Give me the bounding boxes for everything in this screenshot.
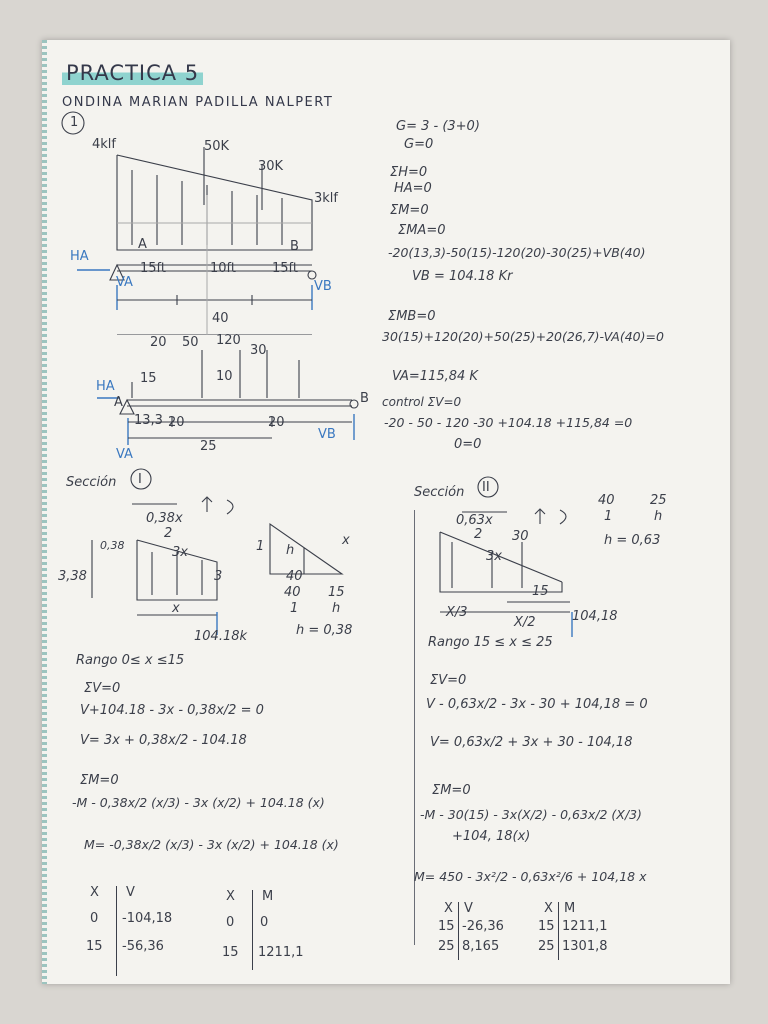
sm-2: ΣM=0 bbox=[432, 783, 471, 798]
label-b-1: B bbox=[290, 239, 299, 254]
table-m-2-h1: X bbox=[544, 901, 553, 916]
v-eq2-2: V= 0,63x/2 + 3x + 30 - 104,18 bbox=[430, 735, 633, 750]
label-vb-2: VB bbox=[318, 427, 336, 442]
section-1-load-top: 0,38x bbox=[146, 511, 183, 526]
label-va-2: VA bbox=[116, 447, 133, 462]
table-v-1-r0c0: 0 bbox=[90, 911, 99, 926]
table-m-1-h1: X bbox=[226, 889, 235, 904]
problem-number: 1 bbox=[70, 115, 79, 130]
m-eq1-2: -M - 30(15) - 3x(X/2) - 0,63x/2 (X/3) bbox=[420, 807, 642, 822]
section-2-3x: 3x bbox=[486, 549, 502, 564]
m-eq1-1: -M - 0,38x/2 (x/3) - 3x (x/2) + 104.18 (x) bbox=[72, 795, 325, 810]
label-a-2: A bbox=[114, 395, 123, 410]
eq-ha0: HA=0 bbox=[394, 181, 432, 196]
h-value-1: h = 0,38 bbox=[296, 623, 353, 638]
load-3klf: 3klf bbox=[314, 191, 338, 206]
span-15ft-1: 15ft bbox=[140, 261, 166, 276]
h-value-2: h = 0,63 bbox=[604, 533, 661, 548]
load-4klf: 4klf bbox=[92, 137, 116, 152]
eq-sum-mb: ΣMB=0 bbox=[388, 309, 436, 324]
ratio-2-left-den: 1 bbox=[604, 509, 613, 524]
span-total-40: 40 bbox=[212, 311, 229, 326]
load-50k: 50K bbox=[204, 139, 230, 154]
table-m-1-h2: M bbox=[262, 889, 274, 904]
eq-vb: VB = 104.18 Kr bbox=[412, 269, 513, 284]
table-m-2-r1c1: 1301,8 bbox=[562, 939, 608, 954]
eq-sum-h: ΣH=0 bbox=[390, 165, 428, 180]
resultant-20: 20 bbox=[150, 335, 167, 350]
table-v-2-h2: V bbox=[464, 901, 473, 916]
eq-ma: -20(13,3)-50(15)-120(20)-30(25)+VB(40) bbox=[388, 245, 646, 260]
v-eq1-1: V+104.18 - 3x - 0,38x/2 = 0 bbox=[80, 703, 264, 718]
section-2-load-top: 0,63x bbox=[456, 513, 493, 528]
eq-va: VA=115,84 K bbox=[392, 369, 478, 384]
section-1-3: 3 bbox=[214, 569, 223, 584]
table-v-2-rule bbox=[458, 902, 459, 960]
eq-g2: G=0 bbox=[404, 137, 434, 152]
table-v-1-r1c0: 15 bbox=[86, 939, 103, 954]
table-v-1-r0c1: -104,18 bbox=[122, 911, 173, 926]
table-v-1 bbox=[86, 886, 206, 976]
table-v-1-rule bbox=[116, 886, 117, 976]
section-1-reaction: 104.18k bbox=[194, 629, 248, 644]
section-2-load-top-den: 2 bbox=[474, 527, 483, 542]
eq-control: control ΣV=0 bbox=[382, 395, 462, 409]
eq-zero: 0=0 bbox=[454, 437, 482, 452]
section-2-30: 30 bbox=[512, 529, 529, 544]
section-1-side-total: 3,38 bbox=[58, 569, 87, 584]
table-v-2-r1c1: 8,165 bbox=[462, 939, 500, 954]
table-v-2-r0c0: 15 bbox=[438, 919, 455, 934]
dist-25: 25 bbox=[200, 439, 217, 454]
author-name: ONDINA MARIAN PADILLA NALPERT bbox=[62, 95, 334, 110]
section-1-x: x bbox=[172, 601, 180, 616]
table-m-2-rule bbox=[558, 902, 559, 960]
page-margin-binding bbox=[42, 40, 47, 984]
eq-control-sum: -20 - 50 - 120 -30 +104.18 +115,84 =0 bbox=[384, 415, 633, 430]
page-title: PRACTICA 5 bbox=[62, 62, 203, 85]
tri-1: 1 bbox=[256, 539, 265, 554]
table-v-2-r0c1: -26,36 bbox=[462, 919, 504, 934]
v-eq1-2: V - 0,63x/2 - 3x - 30 + 104,18 = 0 bbox=[426, 697, 648, 712]
sm-1: ΣM=0 bbox=[80, 773, 119, 788]
table-m-2-r0c1: 1211,1 bbox=[562, 919, 608, 934]
tri-40: 40 bbox=[286, 569, 303, 584]
v-eq2-1: V= 3x + 0,38x/2 - 104.18 bbox=[80, 733, 247, 748]
section-2-label: Sección bbox=[414, 485, 465, 500]
table-m-1-rule bbox=[252, 890, 253, 970]
load-30k: 30K bbox=[258, 159, 284, 174]
resultant-50: 50 bbox=[182, 335, 199, 350]
eq-mb: 30(15)+120(20)+50(25)+20(26,7)-VA(40)=0 bbox=[382, 329, 664, 344]
table-m-1-r1c0: 15 bbox=[222, 945, 239, 960]
beam-diagram-loads bbox=[72, 135, 372, 335]
label-ha-2: HA bbox=[96, 379, 115, 394]
section-1-side: 0,38 bbox=[100, 539, 125, 552]
ratio-2-right-den: h bbox=[654, 509, 663, 524]
eq-sum-m: ΣM=0 bbox=[390, 203, 429, 218]
span-10ft: 10ft bbox=[210, 261, 236, 276]
eq-g1: G= 3 - (3+0) bbox=[396, 119, 480, 134]
section-1-label: Sección bbox=[66, 475, 117, 490]
section-2-x3: X/3 bbox=[446, 605, 468, 620]
sv-1: ΣV=0 bbox=[84, 681, 121, 696]
ratio-1-right: 15 bbox=[328, 585, 345, 600]
table-m-2-r1c0: 25 bbox=[538, 939, 555, 954]
dist-20: 20 bbox=[168, 415, 185, 430]
table-m-1-r1c1: 1211,1 bbox=[258, 945, 304, 960]
range-1: Rango 0≤ x ≤15 bbox=[76, 653, 185, 668]
label-b-2: B bbox=[360, 391, 369, 406]
sv-2: ΣV=0 bbox=[430, 673, 467, 688]
section-2-reaction: 104,18 bbox=[572, 609, 618, 624]
dist-20b: 20 bbox=[268, 415, 285, 430]
section-1-load-top-den: 2 bbox=[164, 526, 173, 541]
dist-15: 15 bbox=[140, 371, 157, 386]
section-1-numeral: I bbox=[138, 472, 142, 487]
resultant-120: 120 bbox=[216, 333, 241, 348]
m-eq1b-2: +104, 18(x) bbox=[452, 829, 531, 844]
ratio-2-right: 25 bbox=[650, 493, 667, 508]
dist-10: 10 bbox=[216, 369, 233, 384]
m-eq2-2: M= 450 - 3x²/2 - 0,63x²/6 + 104,18 x bbox=[414, 869, 647, 884]
m-eq2-1: M= -0,38x/2 (x/3) - 3x (x/2) + 104.18 (x) bbox=[84, 837, 339, 852]
table-v-1-h1: X bbox=[90, 885, 99, 900]
ratio-1-right-den: h bbox=[332, 601, 341, 616]
section-2-15: 15 bbox=[532, 584, 549, 599]
eq-sum-ma: ΣMA=0 bbox=[398, 223, 446, 238]
ratio-1-left-den: 1 bbox=[290, 601, 299, 616]
table-m-2-h2: M bbox=[564, 901, 576, 916]
label-a-1: A bbox=[138, 237, 147, 252]
table-m-2-r0c0: 15 bbox=[538, 919, 555, 934]
beam-diagram-resultants bbox=[92, 340, 372, 470]
section-2-x2: X/2 bbox=[514, 615, 536, 630]
ratio-2-left: 40 bbox=[598, 493, 615, 508]
table-m-1-r0c0: 0 bbox=[226, 915, 235, 930]
span-15ft-2: 15ft bbox=[272, 261, 298, 276]
table-m-2 bbox=[536, 902, 626, 962]
table-m-1-r0c1: 0 bbox=[260, 915, 269, 930]
table-v-1-r1c1: -56,36 bbox=[122, 939, 164, 954]
label-va-1: VA bbox=[116, 275, 133, 290]
table-m-1 bbox=[222, 890, 342, 980]
similar-triangle-1 bbox=[262, 518, 362, 588]
section-2-numeral: II bbox=[482, 480, 490, 495]
tri-x: x bbox=[342, 533, 350, 548]
ratio-1-left: 40 bbox=[284, 585, 301, 600]
range-2: Rango 15 ≤ x ≤ 25 bbox=[428, 635, 553, 650]
table-v-2-r1c0: 25 bbox=[438, 939, 455, 954]
label-vb-1: VB bbox=[314, 279, 332, 294]
label-ha-1: HA bbox=[70, 249, 89, 264]
resultant-30: 30 bbox=[250, 343, 267, 358]
tri-h: h bbox=[286, 543, 295, 558]
table-v-2-h1: X bbox=[444, 901, 453, 916]
dist-13-3: 13,3 bbox=[134, 413, 163, 428]
notebook-page bbox=[42, 40, 730, 984]
table-v-2 bbox=[436, 902, 526, 962]
table-v-1-h2: V bbox=[126, 885, 135, 900]
section-1-3x: 3x bbox=[172, 545, 188, 560]
